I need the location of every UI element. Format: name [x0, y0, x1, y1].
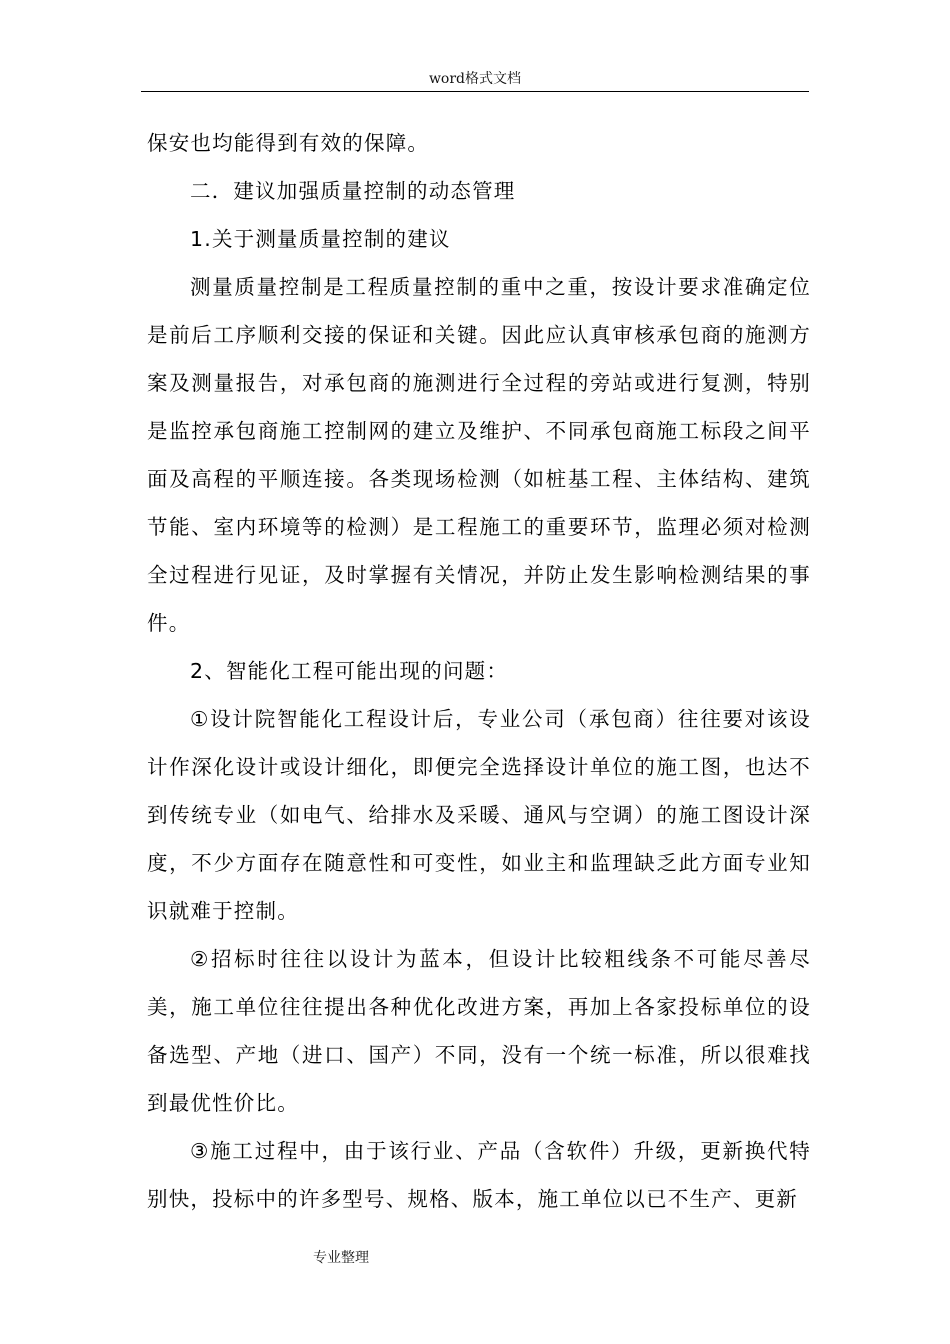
paragraph: 2、智能化工程可能出现的问题：: [190, 659, 509, 683]
paragraph: ②招标时往往以设计为蓝本，但设计比较粗线条不可能尽善尽美，施工单位往往提出各种优化改进方案，再加上各家投标单位的设备选型、产地（进口、国产）不同，没有一个统一标准，所以很难找到最优性价比。: [147, 947, 811, 1115]
page-header: word格式文档: [428, 71, 522, 87]
paragraph: 保安也均能得到有效的保障。: [147, 131, 430, 155]
document-body: [147, 119, 811, 1223]
paragraph: ①设计院智能化工程设计后，专业公司（承包商）往往要对该设计作深化设计或设计细化，即便完全选择设计单位的施工图，也达不到传统专业（如电气、给排水及采暖、通风与空调）的施工图设计深度，不少方面存在随意性和可变性，如业主和监理缺乏此方面专业知识就难于控制。: [147, 707, 811, 923]
paragraph: 测量质量控制是工程质量控制的重中之重，按设计要求准确定位是前后工序顺利交接的保证和关键。因此应认真审核承包商的施测方案及测量报告，对承包商的施测进行全过程的旁站或进行复测，特别是监控承包商施工控制网的建立及维护、不同承包商施工标段之间平面及高程的平顺连接。各类现场检测（如桩基工程、主体结构、建筑节能、室内环境等的检测）是工程施工的重要环节，监理必须对检测全过程进行见证，及时掌握有关情况，并防止发生影响检测结果的事件。: [147, 275, 811, 635]
header-divider: [141, 91, 809, 92]
page-footer: 专业整理: [313, 1250, 369, 1266]
paragraph: 1.关于测量质量控制的建议: [190, 227, 451, 251]
paragraph: ③施工过程中，由于该行业、产品（含软件）升级，更新换代特别快，投标中的许多型号、规格、版本，施工单位以已不生产、更新: [147, 1139, 811, 1211]
paragraph: 二．建议加强质量控制的动态管理: [190, 179, 516, 203]
